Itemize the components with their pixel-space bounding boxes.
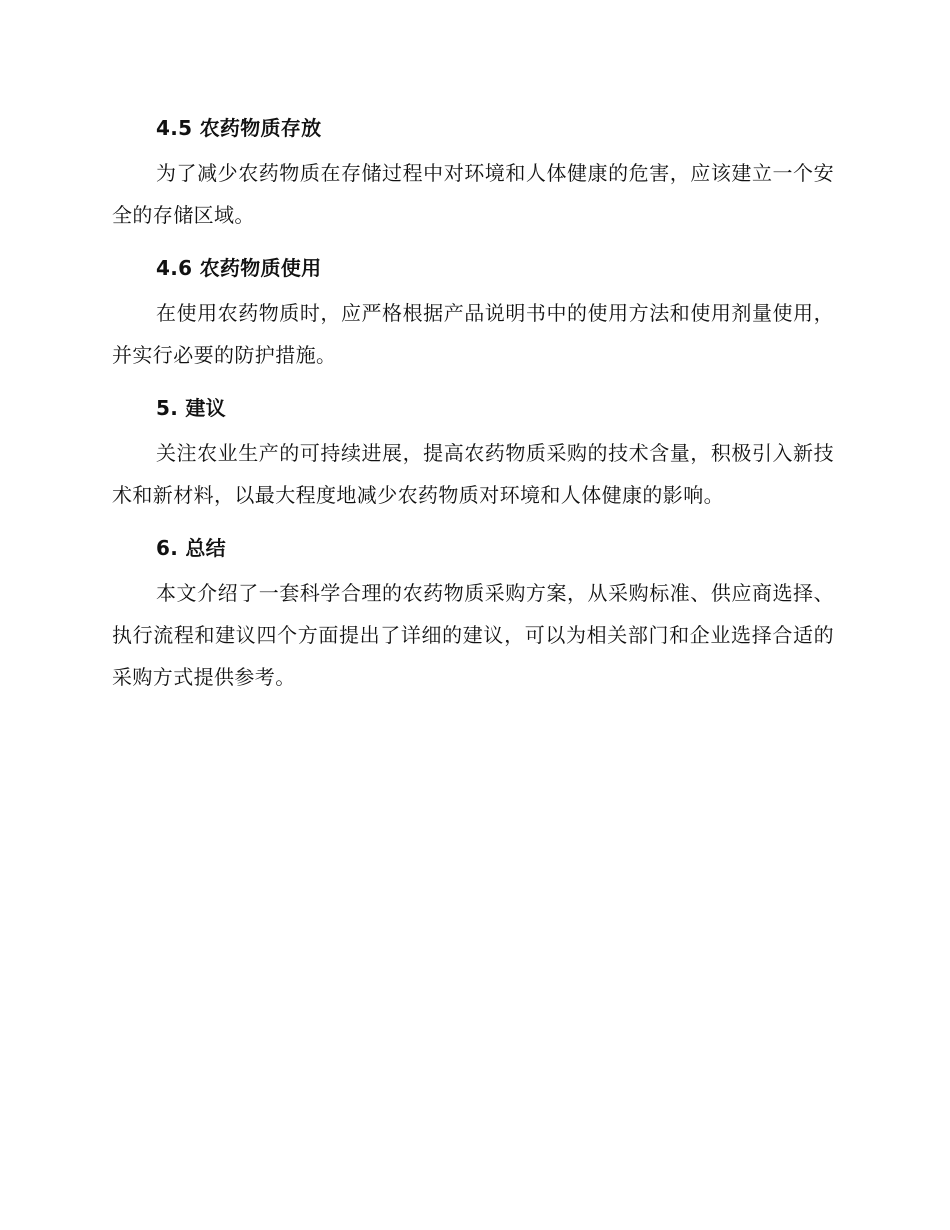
section-paragraph-4-6: 在使用农药物质时，应严格根据产品说明书中的使用方法和使用剂量使用，并实行必要的防护措施。: [112, 301, 834, 367]
section-paragraph-5: 关注农业生产的可持续进展，提高农药物质采购的技术含量，积极引入新技术和新材料，以最大程度地减少农药物质对环境和人体健康的影响。: [112, 441, 834, 507]
section-paragraph-6: 本文介绍了一套科学合理的农药物质采购方案，从采购标准、供应商选择、执行流程和建议四个方面提出了详细的建议，可以为相关部门和企业选择合适的采购方式提供参考。: [112, 581, 834, 689]
section-heading-6: 6. 总结: [156, 536, 226, 560]
section-paragraph-4-5: 为了减少农药物质在存储过程中对环境和人体健康的危害，应该建立一个安全的存储区域。: [112, 161, 834, 227]
section-heading-4-6: 4.6 农药物质使用: [156, 256, 322, 280]
section-heading-4-5: 4.5 农药物质存放: [156, 116, 322, 140]
document-body: [112, 108, 834, 698]
section-heading-5: 5. 建议: [156, 396, 226, 420]
